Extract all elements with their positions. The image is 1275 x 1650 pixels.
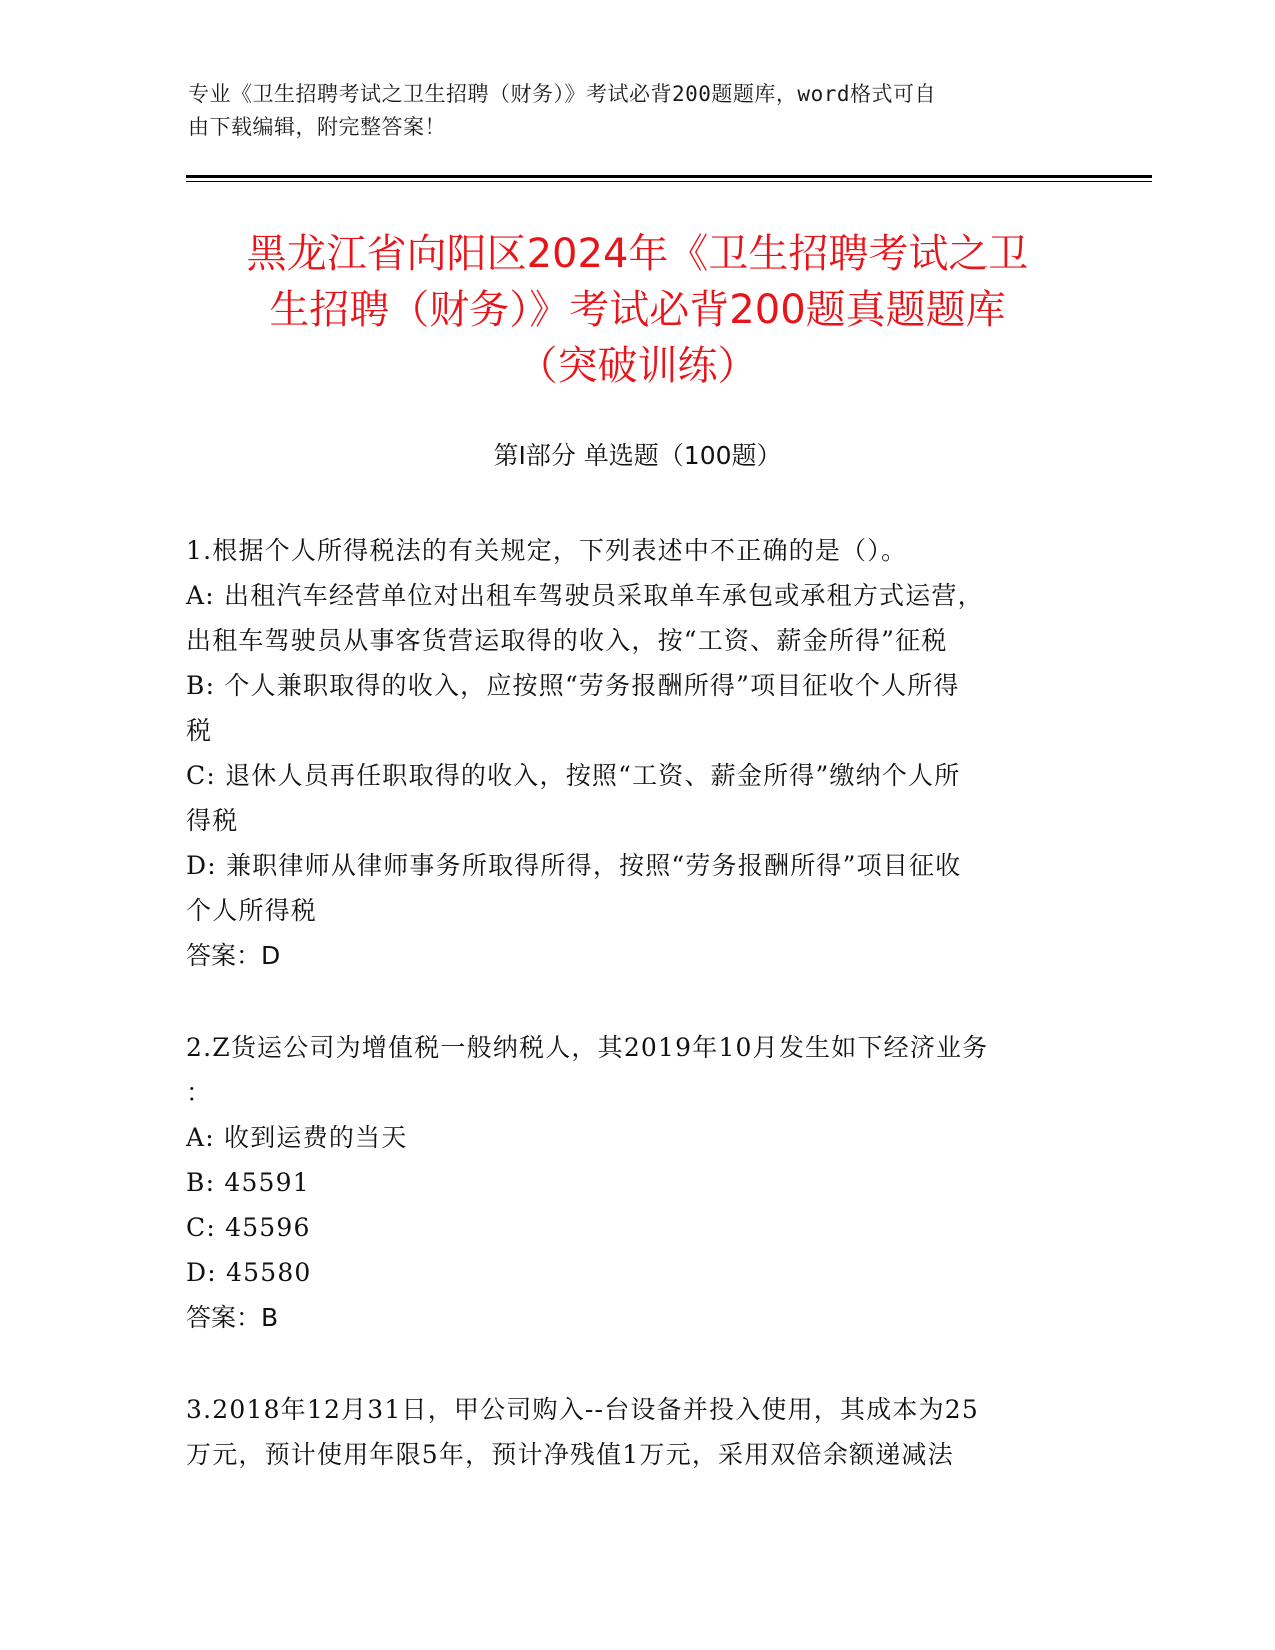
question-2-option-d: D: 45580 — [186, 1258, 312, 1287]
document-title-line-1: 黑龙江省向阳区2024年《卫生招聘考试之卫 — [246, 231, 1029, 277]
question-2-option-c: C: 45596 — [186, 1213, 311, 1242]
question-3-stem: 3.2018年12月31日，甲公司购入--台设备并投入使用，其成本为25 — [186, 1395, 980, 1424]
question-1-stem: 1.根据个人所得税法的有关规定，下列表述中不正确的是（）。 — [186, 536, 908, 565]
question-3-stem-cont: 万元，预计使用年限5年，预计净残值1万元，采用双倍余额递减法 — [186, 1440, 954, 1469]
question-list — [186, 528, 1086, 1477]
question-1-option-c-cont: 得税 — [186, 806, 239, 835]
header-note-line-1: 专业《卫生招聘考试之卫生招聘（财务）》考试必背200题题库，word格式可自 — [188, 82, 936, 106]
header-divider-thick — [186, 175, 1152, 178]
question-1-option-a: A: 出租汽车经营单位对出租车驾驶员采取单车承包或承租方式运营， — [186, 581, 984, 610]
question-3 — [186, 1387, 1086, 1477]
question-2 — [186, 1025, 1086, 1340]
question-2-stem: 2.Z货运公司为增值税一般纳税人，其2019年10月发生如下经济业务 — [186, 1033, 989, 1062]
question-2-stem-cont: ： — [186, 1078, 213, 1107]
question-1-option-a-cont: 出租车驾驶员从事客货营运取得的收入，按“工资、薪金所得”征税 — [186, 626, 948, 655]
question-spacer — [186, 1340, 1086, 1387]
header-divider-thin — [186, 181, 1152, 182]
header-note-line-2: 由下载编辑，附完整答案！ — [188, 115, 446, 139]
question-2-option-b: B: 45591 — [186, 1168, 310, 1197]
question-spacer — [186, 978, 1086, 1025]
document-title — [150, 226, 1125, 394]
question-1-option-b-cont: 税 — [186, 716, 213, 745]
question-2-answer: 答案：B — [186, 1303, 279, 1332]
document-title-line-2: 生招聘（财务）》考试必背200题真题题库 — [269, 287, 1006, 333]
document-title-line-3: （突破训练） — [517, 343, 758, 389]
question-2-option-a: A: 收到运费的当天 — [186, 1123, 408, 1152]
section-title: 第Ⅰ部分 单选题（100题） — [493, 441, 782, 470]
question-1-option-d-cont: 个人所得税 — [186, 896, 318, 925]
question-1-option-b: B: 个人兼职取得的收入，应按照“劳务报酬所得”项目征收个人所得 — [186, 671, 960, 700]
question-1-option-d: D: 兼职律师从律师事务所取得所得，按照“劳务报酬所得”项目征收 — [186, 851, 962, 880]
question-1 — [186, 528, 1086, 978]
question-1-answer: 答案：D — [186, 941, 281, 970]
question-1-option-c: C: 退休人员再任职取得的收入，按照“工资、薪金所得”缴纳个人所 — [186, 761, 961, 790]
header-note — [188, 78, 1068, 144]
